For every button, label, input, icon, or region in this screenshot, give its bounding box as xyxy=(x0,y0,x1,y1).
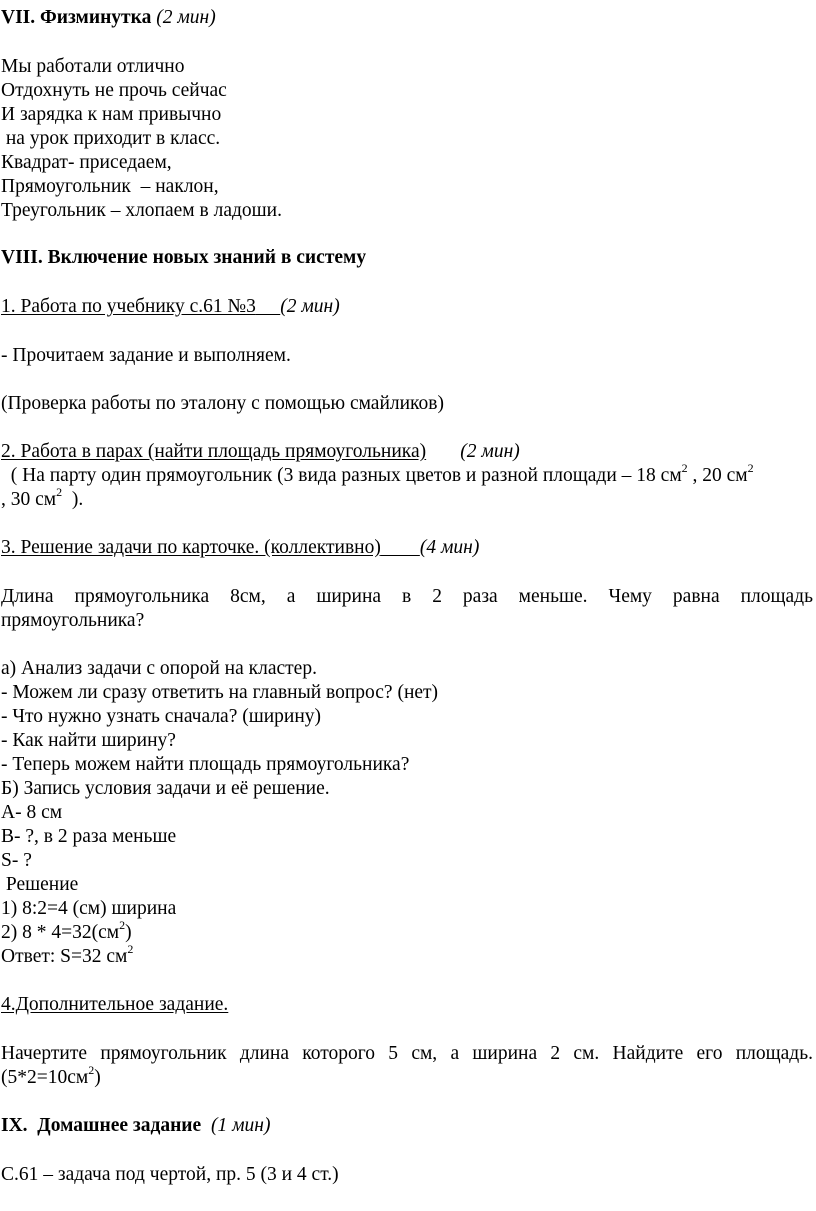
poem-line: Квадрат- приседаем, xyxy=(1,152,172,173)
task-4-title: 4.Дополнительное задание. xyxy=(1,994,229,1015)
task-3-title: 3. Решение задачи по карточке. (коллективно) xyxy=(1,537,381,558)
homework-text: С.61 – задача под чертой, пр. 5 (3 и 4 ст.) xyxy=(1,1164,339,1185)
task-4-text-cont: $(5*2=10см^2)$ xyxy=(1,1062,101,1088)
poem-line: Мы работали отлично xyxy=(1,56,185,77)
solution-step: 2) $8 * 4=32(см^2)$ xyxy=(1,917,132,943)
condition-line: В- ?, в 2 раза меньше xyxy=(1,826,177,847)
task-2-title: 2. Работа в парах (найти площадь прямоугольника) xyxy=(1,441,427,462)
section-7-time: (2 мин) xyxy=(156,7,216,28)
task-3-problem-cont: прямоугольника? xyxy=(1,610,145,631)
analysis-line: - Как найти ширину? xyxy=(1,730,176,751)
task-3-problem: Длина прямоугольника 8см, а ширина в 2 раза меньше. Чему равна площадь xyxy=(1,586,813,607)
poem-line: Треугольник – хлопаем в ладоши. xyxy=(1,200,282,221)
task-1-time: (2 мин) xyxy=(280,296,340,317)
poem-line: И зарядка к нам привычно xyxy=(1,104,222,125)
solution-label: Решение xyxy=(1,874,79,895)
task-2-time: (2 мин) xyxy=(460,441,520,462)
task-2-heading xyxy=(1,440,520,464)
section-9-title: IX. Домашнее задание xyxy=(1,1115,202,1136)
task-3-heading xyxy=(1,536,479,560)
solution-step: 1) 8:2=4 (см) ширина xyxy=(1,898,177,919)
section-7-title: VII. Физминутка xyxy=(1,7,152,28)
task-1-check-note: (Проверка работы по эталону с помощью смайликов) xyxy=(1,393,444,414)
section-8-heading xyxy=(1,246,366,270)
analysis-line: - Теперь можем найти площадь прямоугольника? xyxy=(1,754,410,775)
task-1-title: 1. Работа по учебнику с.61 №3 xyxy=(1,296,256,317)
poem-line: на урок приходит в класс. xyxy=(1,128,221,149)
condition-line: S- ? xyxy=(1,850,32,871)
section-8-title: VIII. Включение новых знаний в систему xyxy=(1,247,367,268)
task-4-text: Начертите прямоугольник длина которого 5 см, а ширина 2 см. Найдите его площадь. xyxy=(1,1043,813,1064)
task-4-heading xyxy=(1,993,228,1017)
task-3-time: (4 мин) xyxy=(419,537,480,558)
task-2-description-cont: , 30 $см^2$ ). xyxy=(1,484,84,510)
condition-line: А- 8 см xyxy=(1,802,63,823)
analysis-line: - Можем ли сразу ответить на главный вопрос? (нет) xyxy=(1,682,439,703)
analysis-line: а) Анализ задачи с опорой на кластер. xyxy=(1,658,317,679)
analysis-line: - Что нужно узнать сначала? (ширину) xyxy=(1,706,322,727)
poem-line: Отдохнуть не прочь сейчас xyxy=(1,80,227,101)
task-1-instruction: - Прочитаем задание и выполняем. xyxy=(1,345,291,366)
section-9-heading xyxy=(1,1114,270,1138)
task-2-description: ( На парту один прямоугольник (3 вида разных цветов и разной площади – 18 $см^2$ , 20 $см^2$ xyxy=(1,460,754,486)
section-7-heading xyxy=(1,6,216,30)
analysis-line: Б) Запись условия задачи и её решение. xyxy=(1,778,330,799)
section-9-time: (1 мин) xyxy=(210,1115,271,1136)
solution-answer: Ответ: S=32 $см^2$ xyxy=(1,941,134,967)
task-1-heading xyxy=(1,295,340,319)
poem-line: Прямоугольник – наклон, xyxy=(1,176,219,197)
